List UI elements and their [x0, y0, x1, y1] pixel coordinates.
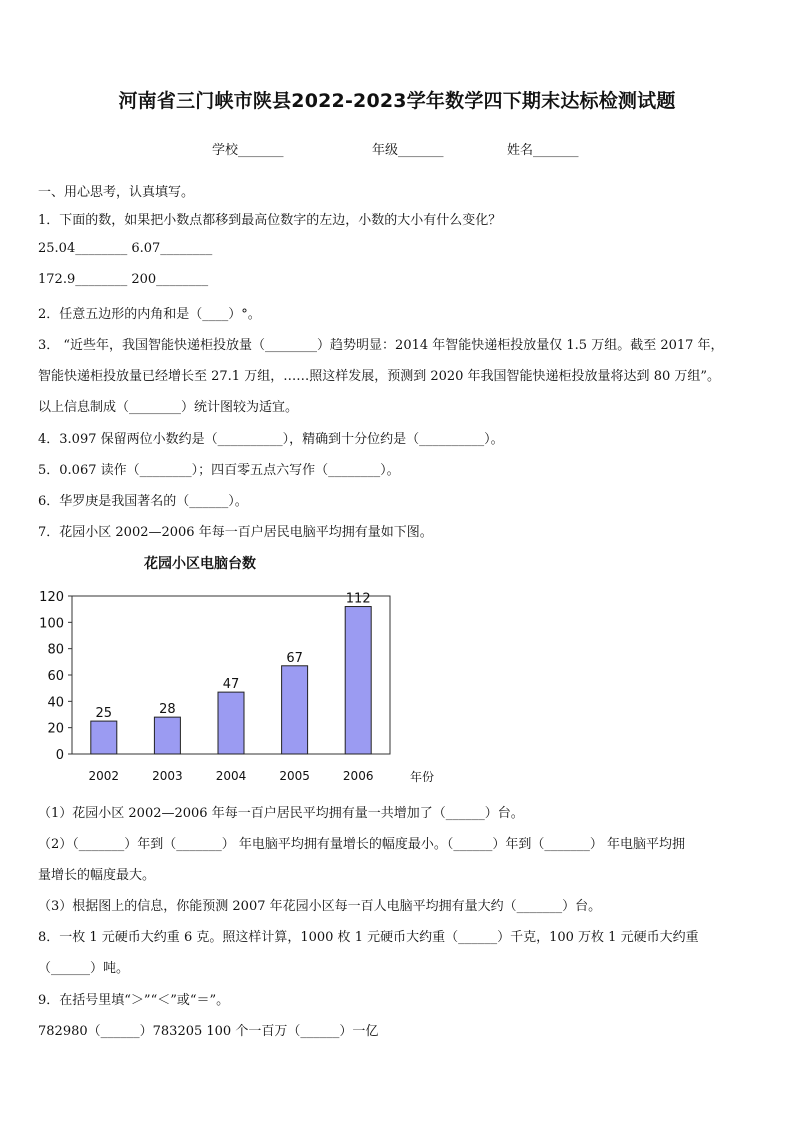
data-label: 25 [95, 706, 113, 722]
q1-row2: 172.9________ 200________ [38, 272, 209, 287]
y-tick-label: 80 [47, 642, 64, 658]
q7-sub2-line2: 量增长的幅度最大。 [38, 868, 156, 883]
data-label: 28 [159, 702, 176, 718]
q3-line2: 智能快递柜投放量已经增长至 27.1 万组，……照这样发展，预测到 2020 年我国智能快递柜投放量将达到 80 万组”。 [38, 369, 721, 384]
y-tick-label: 0 [55, 748, 64, 763]
x-tick-label: 2005 [279, 769, 310, 783]
q7-stem: 7．花园小区 2002—2006 年每一百户居民电脑平均拥有量如下图。 [38, 525, 433, 540]
name-field: 姓名_______ [507, 143, 579, 158]
q7-sub3: （3）根据图上的信息，你能预测 2007 年花园小区每一百人电脑平均拥有量大约（_______）台。 [38, 899, 602, 914]
bar [154, 717, 180, 754]
q5: 5．0.067 读作（________）；四百零五点六写作（________）。 [38, 463, 400, 478]
bar [282, 666, 308, 754]
chart-xlabel: 年份 [410, 770, 435, 784]
bar [345, 607, 371, 754]
data-label: 67 [286, 650, 303, 666]
q1-stem: 1．下面的数，如果把小数点都移到最高位数字的左边，小数的大小有什么变化？ [38, 213, 502, 228]
y-tick-label: 40 [47, 695, 64, 711]
section-heading: 一、用心思考，认真填写。 [38, 185, 195, 200]
q4: 4．3.097 保留两位小数约是（__________），精确到十分位约是（__________）。 [38, 432, 504, 447]
q8-line1: 8．一枚 1 元硬币大约重 6 克。照这样计算，1000 枚 1 元硬币大约重（______）千克，100 万枚 1 元硬币大约重 [38, 930, 699, 945]
q6: 6．华罗庚是我国著名的（______）。 [38, 494, 248, 509]
data-label: 112 [345, 591, 371, 607]
q3-line1: 3． “近些年，我国智能快递柜投放量（________）趋势明显：2014 年智能快递柜投放量仅 1.5 万组。截至 2017 年， [38, 338, 724, 353]
y-tick-label: 20 [47, 721, 64, 737]
q7-sub2-line1: （2）（_______）年到（_______） 年电脑平均拥有量增长的幅度最小。（______）年到（_______） 年电脑平均拥 [38, 837, 686, 852]
y-tick-label: 120 [39, 590, 64, 605]
grade-field: 年级_______ [372, 143, 444, 158]
q1-row1: 25.04________ 6.07________ [38, 241, 213, 256]
x-tick-label: 2003 [152, 769, 183, 783]
school-field: 学校_______ [212, 143, 284, 158]
q3-line3: 以上信息制成（________）统计图较为适宜。 [38, 400, 299, 415]
q9-row: 782980（______）783205 100 个一百万（______）一亿 [38, 1024, 379, 1039]
chart-svg [30, 548, 450, 788]
bar-chart [30, 548, 450, 792]
q2: 2．任意五边形的内角和是（____）°。 [38, 307, 261, 322]
x-tick-label: 2006 [342, 769, 374, 783]
q8-line2: （______）吨。 [38, 961, 130, 976]
bar [218, 692, 244, 754]
chart-title: 花园小区电脑台数 [144, 556, 256, 572]
q9-stem: 9．在括号里填“＞”“＜”或“＝”。 [38, 993, 230, 1008]
q7-sub1: （1）花园小区 2002—2006 年每一百户居民平均拥有量一共增加了（______）台。 [38, 806, 524, 821]
data-label: 47 [222, 677, 240, 693]
page-title: 河南省三门峡市陕县2022-2023学年数学四下期末达标检测试题 [118, 90, 676, 112]
y-tick-label: 60 [47, 669, 64, 684]
bar [91, 721, 117, 754]
x-tick-label: 2004 [215, 769, 247, 783]
x-tick-label: 2002 [88, 769, 120, 783]
y-tick-label: 100 [39, 616, 64, 632]
